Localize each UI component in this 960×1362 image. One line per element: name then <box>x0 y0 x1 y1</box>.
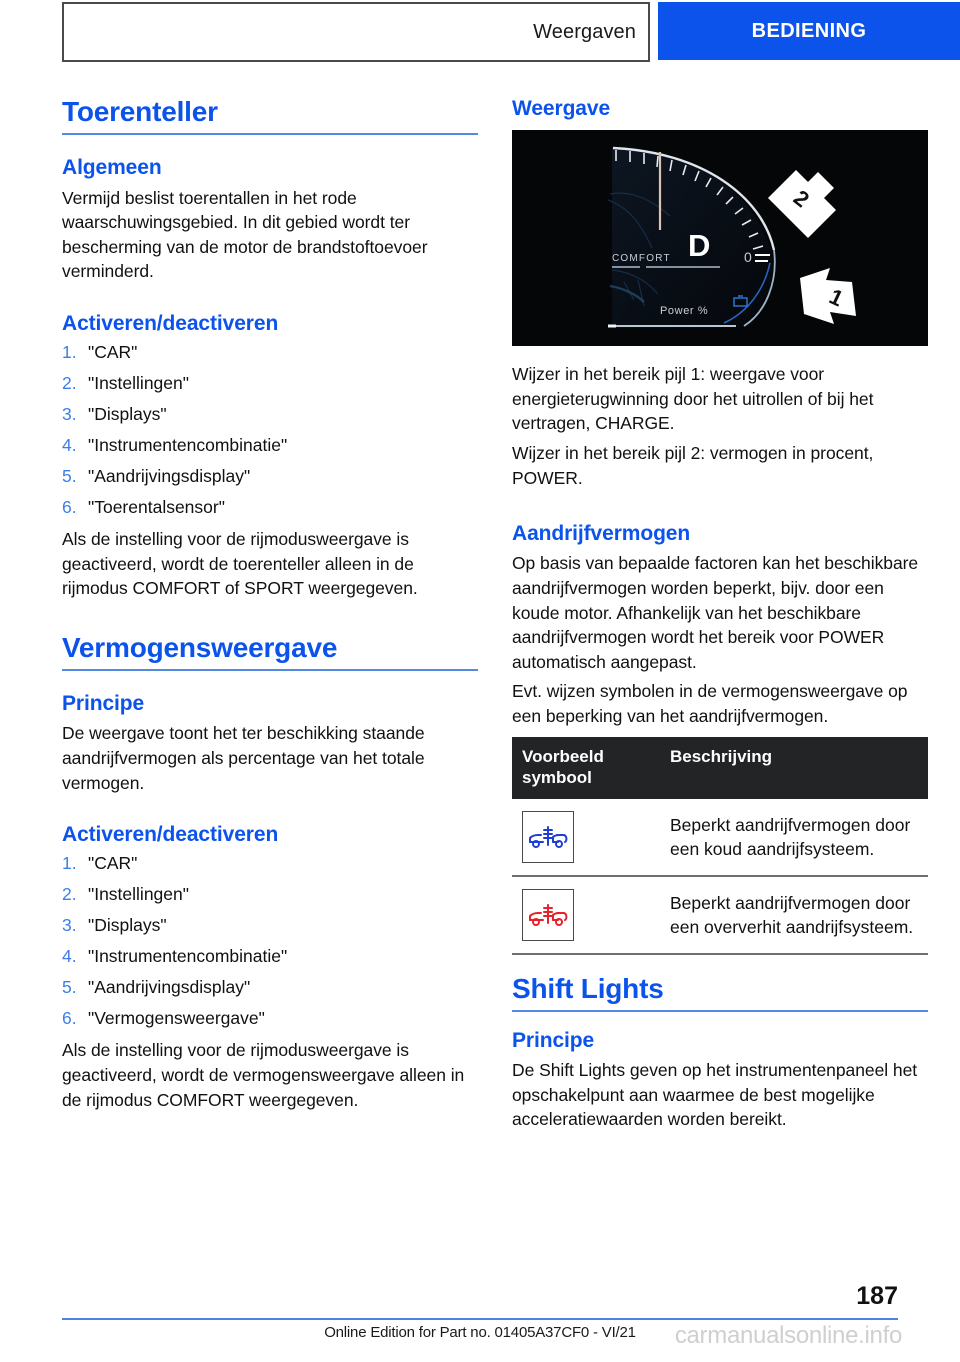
list-item <box>62 372 478 395</box>
column-header-symbol: Voorbeeld symbool <box>512 737 660 799</box>
heading-shift-lights: Shift Lights <box>512 972 664 1004</box>
breadcrumb <box>62 2 650 62</box>
paragraph-activeren-1: Als de instelling voor de rijmodusweergave is geactiveerd, wordt de toerenteller alleen in de rijmodus COMFORT of SPORT weergegeven. <box>62 529 418 599</box>
steps-list-toerenteller <box>62 341 478 519</box>
list-item <box>62 496 478 519</box>
heading-weergave: Weergave <box>512 97 611 120</box>
car-thermometer-cold-icon <box>527 824 569 850</box>
symbol-cell <box>512 876 660 954</box>
paragraph-shift-lights: De Shift Lights geven op het instrumentenpaneel het opschakelpunt aan waarmee de best mogelijke acceleratiewaarden worden bereikt. <box>512 1060 918 1130</box>
list-label: "Aandrijvingsdisplay" <box>88 466 251 487</box>
callout-label-2: 2 <box>788 185 814 213</box>
list-number: 1. <box>62 853 77 874</box>
list-number: 5. <box>62 977 77 998</box>
list-item <box>62 883 478 906</box>
list-item <box>62 976 478 999</box>
page-title: Toerenteller <box>62 96 218 127</box>
symbol-table <box>512 737 928 955</box>
list-label: "Vermogensweergave" <box>88 1008 265 1029</box>
list-label: "CAR" <box>88 342 138 363</box>
heading-activeren-1: Activeren/deactiveren <box>62 311 279 335</box>
table-row <box>512 799 928 876</box>
watermark: carmanualsonline.info <box>674 1322 902 1349</box>
breadcrumb-label: Weergaven <box>533 20 636 43</box>
spacer <box>512 955 928 973</box>
list-label: "Instellingen" <box>88 884 189 905</box>
paragraph-algemeen: Vermijd beslist toerentallen in het rode waarschuwingsgebied. In dit gebied wordt ter bescherming van de motor de brandstoftoevoer verminderd. <box>62 187 428 282</box>
list-number: 1. <box>62 342 77 363</box>
list-label: "Displays" <box>88 915 167 936</box>
list-item <box>62 1007 478 1030</box>
heading-principe-vermogen: Principe <box>62 692 145 716</box>
list-item <box>62 465 478 488</box>
callout-label-1: 1 <box>825 283 848 312</box>
symbol-cell <box>512 799 660 876</box>
section-tab-label: BEDIENING <box>751 19 867 42</box>
car-thermometer-hot-icon <box>527 902 569 928</box>
list-number: 4. <box>62 435 77 456</box>
column-header-description: Beschrijving <box>660 737 928 799</box>
list-number: 6. <box>62 1008 77 1029</box>
zero-label: 0 <box>744 249 752 266</box>
title-rule <box>62 133 478 135</box>
list-label: "CAR" <box>88 853 138 874</box>
table-header <box>512 737 928 799</box>
table-header-row <box>512 737 928 799</box>
list-number: 5. <box>62 466 77 487</box>
list-label: "Toerentalsensor" <box>88 497 225 518</box>
paragraph-principe-vermogen: De weergave toont het ter beschikking staande aandrijfvermogen als percentage van het totale vermogen. <box>62 723 425 793</box>
paragraph-aandrijfvermogen-2: Evt. wijzen symbolen in de vermogensweergave op een beperking van het aandrijfvermogen. <box>512 681 908 726</box>
list-item <box>62 341 478 364</box>
page-footer <box>0 1282 960 1362</box>
paragraph-activeren-2: Als de instelling voor de rijmodusweergave is geactiveerd, wordt de vermogensweergave alleen in de rijmodus COMFORT weergegeven. <box>62 1040 465 1110</box>
right-column <box>512 96 928 1137</box>
footer-edition-text: Online Edition for Part no. 01405A37CF0 - VI/21 <box>324 1324 636 1341</box>
list-number: 6. <box>62 497 77 518</box>
drive-mode-label: COMFORT <box>612 253 671 265</box>
page-number: 187 <box>856 1282 898 1310</box>
description-cell: Beperkt aandrijfvermogen door een oververhit aandrijfsysteem. <box>660 876 928 954</box>
symbol-frame <box>522 811 574 863</box>
left-column <box>62 96 478 1117</box>
table-row <box>512 876 928 954</box>
paragraph-pijl-2: Wijzer in het bereik pijl 2: vermogen in procent, POWER. <box>512 442 874 488</box>
instrument-cluster-figure <box>512 130 928 346</box>
heading-algemeen: Algemeen <box>62 156 162 180</box>
shift-lights-rule <box>512 1010 928 1012</box>
gauge-illustration <box>512 130 928 346</box>
list-number: 3. <box>62 404 77 425</box>
list-item <box>62 852 478 875</box>
section-tab-bediening <box>658 2 960 60</box>
symbol-frame <box>522 889 574 941</box>
page-header <box>0 0 960 66</box>
list-item <box>62 945 478 968</box>
steps-list-vermogensweergave <box>62 852 478 1030</box>
list-number: 4. <box>62 946 77 967</box>
table-body <box>512 799 928 954</box>
list-number: 2. <box>62 884 77 905</box>
title-rule-2 <box>62 669 478 671</box>
gear-indicator: D <box>688 228 711 264</box>
spacer <box>62 800 478 822</box>
list-label: "Instrumentencombinatie" <box>88 946 288 967</box>
list-label: "Instrumentencombinatie" <box>88 435 288 456</box>
spacer <box>62 606 478 632</box>
list-number: 2. <box>62 373 77 394</box>
paragraph-pijl-1: Wijzer in het bereik pijl 1: weergave voor energieterugwinning door het uitrollen of bij het vertragen, CHARGE. <box>512 364 874 434</box>
spacer <box>62 289 478 311</box>
list-number: 3. <box>62 915 77 936</box>
heading-activeren-2: Activeren/deactiveren <box>62 823 279 847</box>
power-percent-label: Power % <box>660 305 709 318</box>
list-label: "Aandrijvingsdisplay" <box>88 977 251 998</box>
heading-principe-shift: Principe <box>512 1028 595 1052</box>
spacer <box>512 495 928 521</box>
list-item <box>62 914 478 937</box>
paragraph-aandrijfvermogen-1: Op basis van bepaalde factoren kan het beschikbare aandrijfvermogen worden beperkt, bijv. door een koude motor. Afhankelijk van het beschikbare aandrijfvermogen wordt het bereik voor POWER automatisch aangepast. <box>512 553 919 672</box>
page-title-2: Vermogensweergave <box>62 631 338 663</box>
description-cell: Beperkt aandrijfvermogen door een koud aandrijfsysteem. <box>660 799 928 876</box>
footer-rule <box>62 1318 898 1320</box>
list-label: "Displays" <box>88 404 167 425</box>
heading-aandrijfvermogen: Aandrijfvermogen <box>512 522 691 546</box>
list-item <box>62 403 478 426</box>
list-label: "Instellingen" <box>88 373 189 394</box>
list-item <box>62 434 478 457</box>
